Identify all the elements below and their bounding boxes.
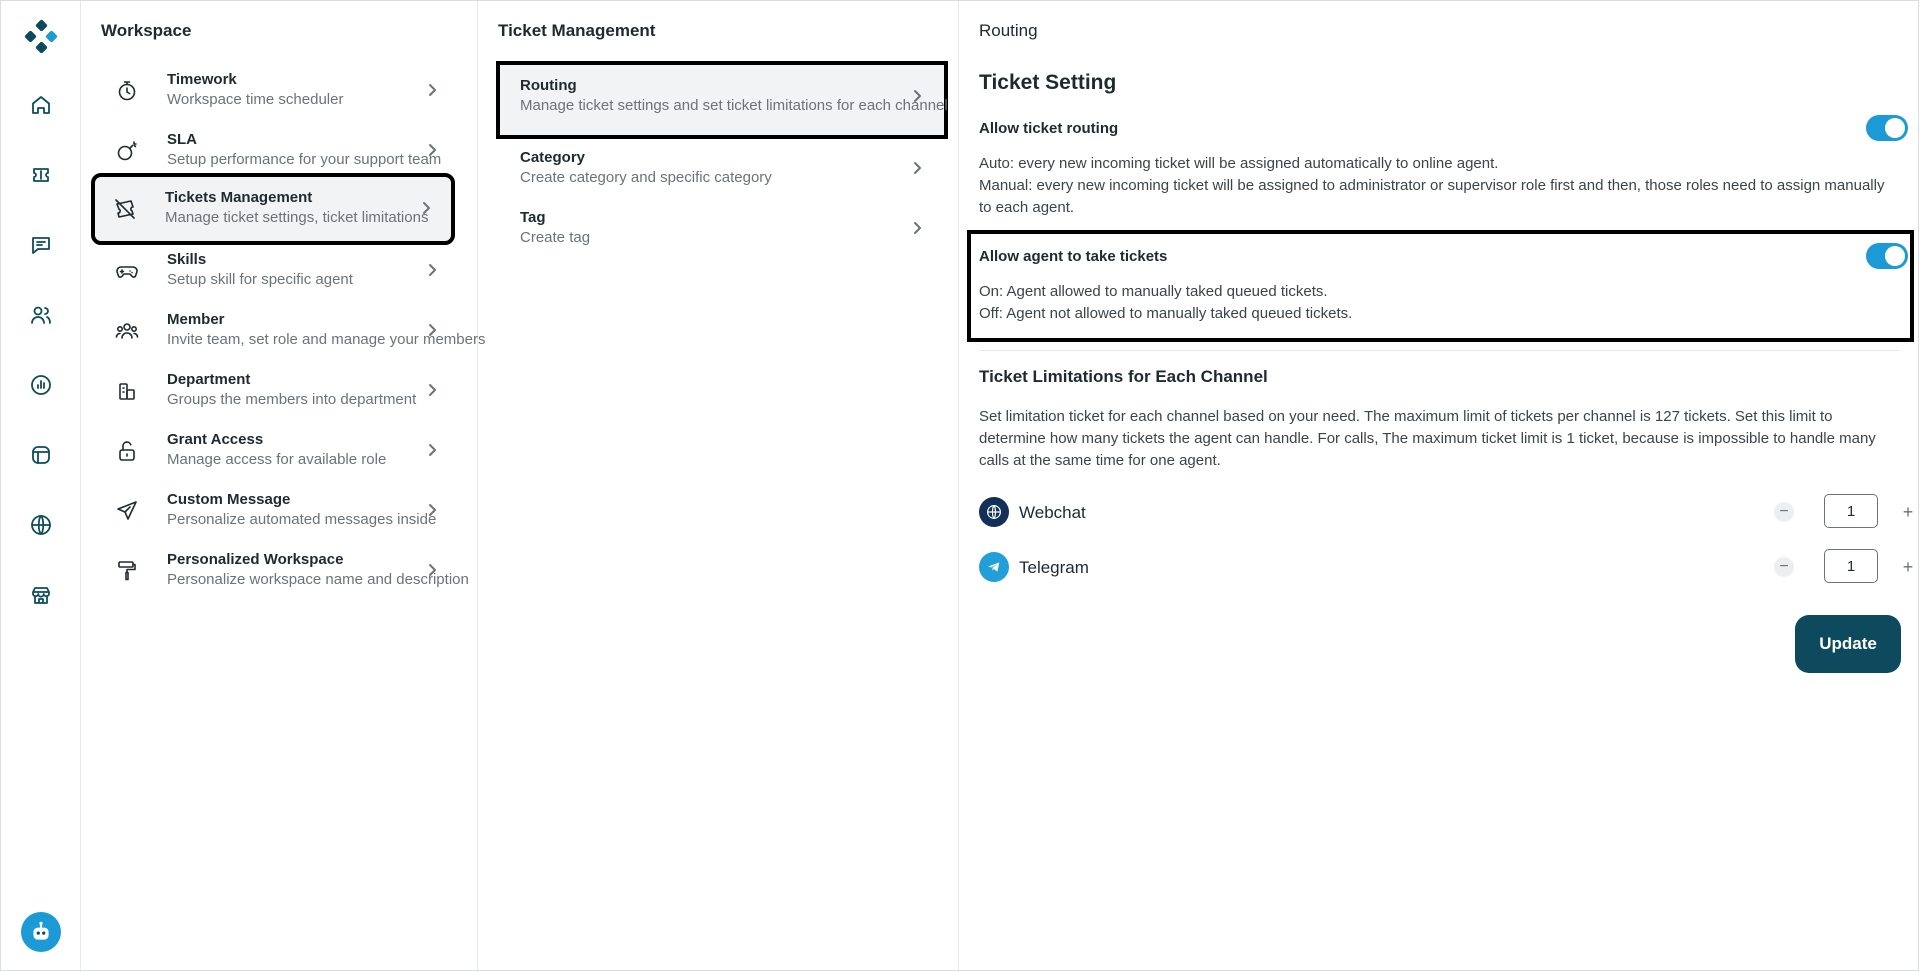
item-subtitle: Setup performance for your support team	[167, 151, 442, 168]
item-title: Department	[167, 371, 251, 388]
workspace-item-skills[interactable]	[97, 243, 457, 299]
home-icon[interactable]	[25, 89, 57, 121]
decrement-button[interactable]: −	[1774, 557, 1794, 577]
ticket-item-category[interactable]	[500, 137, 944, 197]
chevron-right-icon	[423, 81, 441, 99]
layout-icon[interactable]	[25, 439, 57, 471]
analytics-icon[interactable]	[25, 369, 57, 401]
chevron-right-icon	[908, 87, 926, 105]
item-subtitle: Create tag	[520, 229, 591, 246]
increment-button[interactable]: +	[1902, 557, 1914, 577]
item-title: Member	[167, 311, 225, 328]
allow-ticket-routing-label: Allow ticket routing	[979, 120, 1119, 137]
item-subtitle: Personalize workspace name and description	[167, 571, 469, 588]
telegram-icon	[979, 552, 1009, 582]
take-tickets-on-description: On: Agent allowed to manually taked queued tickets.	[979, 283, 1328, 300]
brand-logo-icon[interactable]	[23, 19, 59, 55]
workspace-panel	[81, 1, 486, 972]
ticket-icon[interactable]	[25, 159, 57, 191]
quantity-input[interactable]	[1824, 549, 1878, 583]
quantity-input[interactable]	[1824, 494, 1878, 528]
ticket-item-routing[interactable]	[500, 65, 948, 135]
contacts-icon[interactable]	[25, 299, 57, 331]
allow-ticket-routing-toggle[interactable]	[1866, 115, 1908, 141]
channel-name: Telegram	[1019, 558, 1089, 577]
chat-icon[interactable]	[25, 229, 57, 261]
item-title: Routing	[520, 77, 577, 94]
item-title: SLA	[167, 131, 197, 148]
item-title: Timework	[167, 71, 237, 88]
chevron-right-icon	[417, 199, 435, 217]
item-subtitle: Manage ticket settings and set ticket limitations for each channel	[520, 97, 948, 114]
item-subtitle: Workspace time scheduler	[167, 91, 344, 108]
item-subtitle: Invite team, set role and manage your members	[167, 331, 486, 348]
user-avatar-robot-icon[interactable]	[21, 912, 61, 952]
routing-manual-description: Manual: every new incoming ticket will be assigned to administrator or supervisor role first and then, those roles need to assign manually to each agent.	[979, 177, 1885, 216]
item-subtitle: Manage ticket settings, ticket limitations	[165, 209, 429, 226]
stopwatch-icon	[115, 79, 139, 103]
bomb-icon	[115, 139, 139, 163]
workspace-title: Workspace	[101, 21, 192, 40]
workspace-item-sla[interactable]	[97, 123, 457, 179]
item-subtitle: Groups the members into department	[167, 391, 417, 408]
update-button[interactable]: Update	[1795, 615, 1901, 673]
store-icon[interactable]	[25, 579, 57, 611]
chevron-right-icon	[423, 321, 441, 339]
workspace-item-personalized-workspace[interactable]	[97, 543, 469, 599]
workspace-item-timework[interactable]	[97, 63, 457, 119]
send-icon	[115, 499, 139, 523]
item-title: Custom Message	[167, 491, 291, 508]
routing-panel	[959, 1, 1920, 972]
ticket-slash-icon	[113, 197, 137, 221]
chevron-right-icon	[423, 501, 441, 519]
ticket-management-title: Ticket Management	[498, 21, 656, 40]
ticket-setting-heading: Ticket Setting	[979, 71, 1117, 94]
workspace-item-grant-access[interactable]	[97, 423, 457, 479]
webchat-globe-icon	[979, 497, 1009, 527]
channel-row-webchat	[979, 494, 1914, 530]
globe-icon[interactable]	[25, 509, 57, 541]
chevron-right-icon	[908, 219, 926, 237]
item-title: Tickets Management	[165, 189, 313, 206]
item-title: Category	[520, 149, 586, 166]
chevron-right-icon	[423, 441, 441, 459]
divider	[979, 350, 1899, 351]
allow-take-tickets-label: Allow agent to take tickets	[979, 248, 1168, 265]
allow-take-tickets-toggle[interactable]	[1866, 243, 1908, 269]
ticket-item-tag[interactable]	[500, 197, 944, 257]
routing-auto-description: Auto: every new incoming ticket will be assigned automatically to online agent.	[979, 155, 1499, 172]
item-title: Tag	[520, 209, 546, 226]
unlock-icon	[115, 439, 139, 463]
gamepad-icon	[115, 259, 139, 283]
item-subtitle: Manage access for available role	[167, 451, 387, 468]
chevron-right-icon	[423, 381, 441, 399]
workspace-item-tickets-management[interactable]	[95, 177, 451, 241]
workspace-item-member[interactable]	[97, 303, 486, 359]
members-icon	[115, 319, 139, 343]
routing-title: Routing	[979, 21, 1038, 40]
chevron-right-icon	[423, 261, 441, 279]
increment-button[interactable]: +	[1902, 502, 1914, 522]
ticket-limitations-heading: Ticket Limitations for Each Channel	[979, 367, 1268, 386]
workspace-item-custom-message[interactable]	[97, 483, 457, 539]
item-title: Personalized Workspace	[167, 551, 344, 568]
workspace-item-department[interactable]	[97, 363, 457, 419]
item-title: Grant Access	[167, 431, 264, 448]
icon-rail	[1, 1, 81, 972]
chevron-right-icon	[908, 159, 926, 177]
item-subtitle: Setup skill for specific agent	[167, 271, 353, 288]
paint-roller-icon	[115, 559, 139, 583]
ticket-limitations-description: Set limitation ticket for each channel based on your need. The maximum limit of tickets per channel is 127 tickets. Set this limit to determine how many tickets the agent can handle. For calls, The maximum ticket limit is 1 ticket, because is impossible to handle many calls at the same time for one agent.	[979, 408, 1876, 469]
chevron-right-icon	[423, 561, 441, 579]
take-tickets-off-description: Off: Agent not allowed to manually taked queued tickets.	[979, 305, 1353, 322]
item-title: Skills	[167, 251, 207, 268]
chevron-right-icon	[423, 141, 441, 159]
channel-row-telegram	[979, 549, 1914, 585]
department-icon	[115, 379, 139, 403]
decrement-button[interactable]: −	[1774, 502, 1794, 522]
item-subtitle: Create category and specific category	[520, 169, 772, 186]
channel-name: Webchat	[1019, 503, 1086, 522]
ticket-management-panel	[478, 1, 959, 972]
item-subtitle: Personalize automated messages inside	[167, 511, 437, 528]
